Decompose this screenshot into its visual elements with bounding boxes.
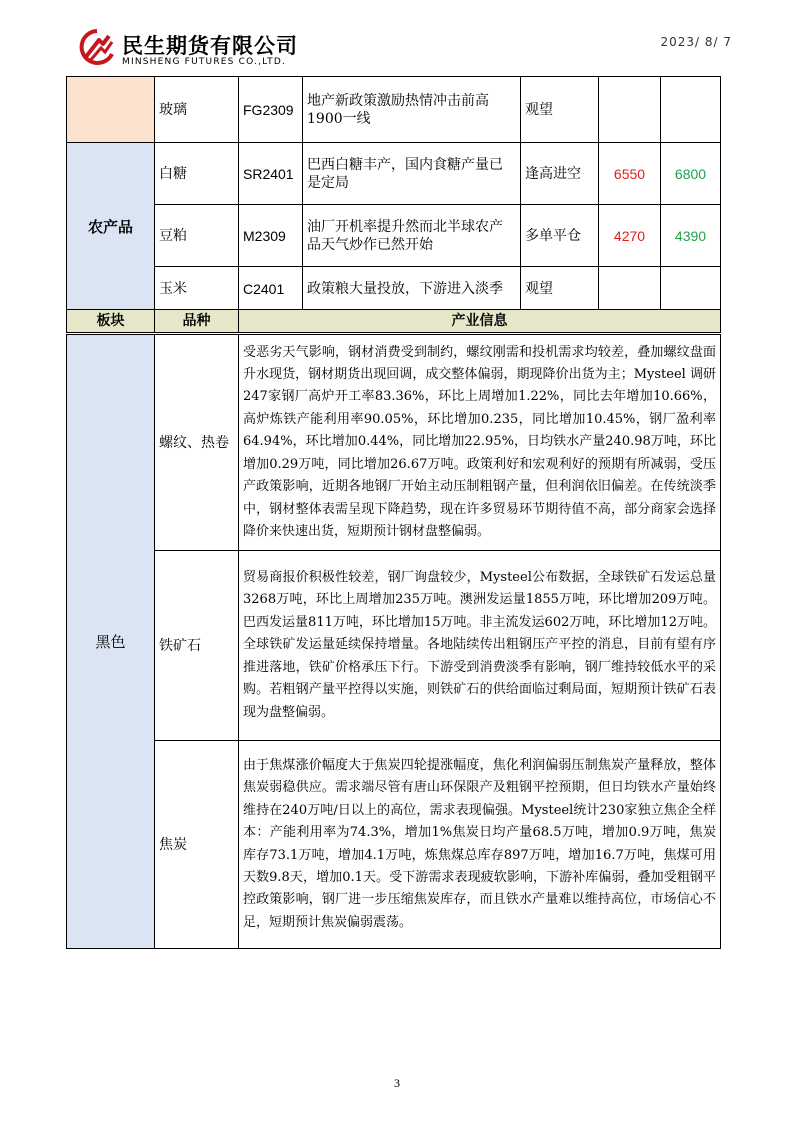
variety-name: 焦炭 <box>155 741 239 949</box>
strategy-text: 多单平仓 <box>521 205 599 267</box>
column-info: 产业信息 <box>239 310 721 333</box>
variety-name: 玻璃 <box>155 77 239 143</box>
sector-agri: 农产品 <box>67 143 155 311</box>
contract-code: M2309 <box>239 205 303 267</box>
entry-price: 4270 <box>599 205 661 267</box>
table-row <box>67 143 721 205</box>
variety-name: 玉米 <box>155 267 239 311</box>
page-header <box>66 28 732 72</box>
industry-info-text: 贸易商报价积极性较差，钢厂询盘较少，Mysteel公布数据，全球铁矿石发运总量3268万吨，环比上周增加235万吨。澳洲发运量1855万吨，环比增加209万吨。巴西发运量811万吨，环比增加15万吨。非主流发运602万吨，环比增加12万吨。全球铁矿发运量延续保持增量。各地陆续传出粗钢压产平控的消息，目前有望有序推进落地，铁矿价格承压下行。下游受到消费淡季有影响，钢厂维持较低水平的采购。若粗钢产量平控得以实施，则铁矿石的供给面临过剩局面，短期预计铁矿石表现为盘整偏弱。 <box>239 551 721 741</box>
sector-black: 黑色 <box>67 335 155 949</box>
strategy-text: 观望 <box>521 77 599 143</box>
strategy-table <box>66 76 721 311</box>
contract-code: C2401 <box>239 267 303 311</box>
variety-name: 白糖 <box>155 143 239 205</box>
industry-info-text: 受恶劣天气影响，钢材消费受到制约，螺纹刚需和投机需求均较差，叠加螺纹盘面升水现货，钢材期货出现回调，成交整体偏弱，期现降价出货为主；Mysteel 调研247家钢厂高炉开工率83.36%，环比上周增加1.22%，同比去年增加10.66%，高炉炼铁产能利用率90.05%，环比增加0.235，同比增加10.45%，钢厂盈利率64.94%，环比增加0.44%，同比增加22.95%，日均铁水产量240.98万吨，环比增加0.29万吨，同比增加26.67万吨。政策利好和宏观利好的预期有所减弱，受压产政策影响，近期各地钢厂开始主动压制粗钢产量，但利润依旧偏差。在传统淡季中，钢材整体表需呈现下降趋势，现在许多贸易环节期待值不高，部分商家会选择降价来快速出货，短期预计钢材盘整偏弱。 <box>239 335 721 551</box>
target-price <box>661 77 721 143</box>
table-row <box>67 205 721 267</box>
industry-info-text: 由于焦煤涨价幅度大于焦炭四轮提涨幅度，焦化利润偏弱压制焦炭产量释放，整体焦炭弱稳供应。需求端尽管有唐山环保限产及粗钢平控预期，但日均铁水产量始终维持在240万吨/日以上的高位，需求表现偏强。Mysteel统计230家独立焦企全样本：产能利用率为74.3%，增加1%焦炭日均产量68.5万吨，增加0.9万吨，焦炭库存73.1万吨，增加4.1万吨，炼焦煤总库存897万吨，增加16.7万吨，焦煤可用天数9.8天，增加0.1天。受下游需求表现疲软影响，下游补库偏弱，叠加受粗钢平控政策影响，钢厂进一步压缩焦炭库存，而且铁水产量难以维持高位，市场信心不足，短期预计焦炭偏弱震荡。 <box>239 741 721 949</box>
table-row <box>67 267 721 311</box>
report-date: 2023/ 8/ 7 <box>660 35 732 49</box>
logic-text: 巴西白糖丰产，国内食糖产量已是定局 <box>303 143 521 205</box>
entry-price <box>599 77 661 143</box>
table-row <box>67 551 721 741</box>
table-row <box>67 77 721 143</box>
column-sector: 板块 <box>67 310 155 333</box>
company-name-cn: 民生期货有限公司 <box>122 34 298 58</box>
entry-price <box>599 267 661 311</box>
contract-code: FG2309 <box>239 77 303 143</box>
industry-info-table <box>66 334 721 949</box>
target-price <box>661 267 721 311</box>
strategy-text: 观望 <box>521 267 599 311</box>
minsheng-logo-icon <box>79 28 115 68</box>
logic-text: 地产新政策激励热情冲击前高1900一线 <box>303 77 521 143</box>
logic-text: 政策粮大量投放，下游进入淡季 <box>303 267 521 311</box>
entry-price: 6550 <box>599 143 661 205</box>
contract-code: SR2401 <box>239 143 303 205</box>
logic-text: 油厂开机率提升然而北半球农产品天气炒作已然开始 <box>303 205 521 267</box>
variety-name: 铁矿石 <box>155 551 239 741</box>
table-row <box>67 741 721 949</box>
strategy-text: 逢高进空 <box>521 143 599 205</box>
target-price: 6800 <box>661 143 721 205</box>
variety-name: 豆粕 <box>155 205 239 267</box>
variety-name: 螺纹、热卷 <box>155 335 239 551</box>
company-name-en: MINSHENG FUTURES CO.,LTD. <box>122 57 287 67</box>
info-table-header <box>66 309 721 333</box>
sector-cell-blank <box>67 77 155 143</box>
target-price: 4390 <box>661 205 721 267</box>
column-variety: 品种 <box>155 310 239 333</box>
table-row <box>67 335 721 551</box>
page-number: 3 <box>394 1076 400 1090</box>
